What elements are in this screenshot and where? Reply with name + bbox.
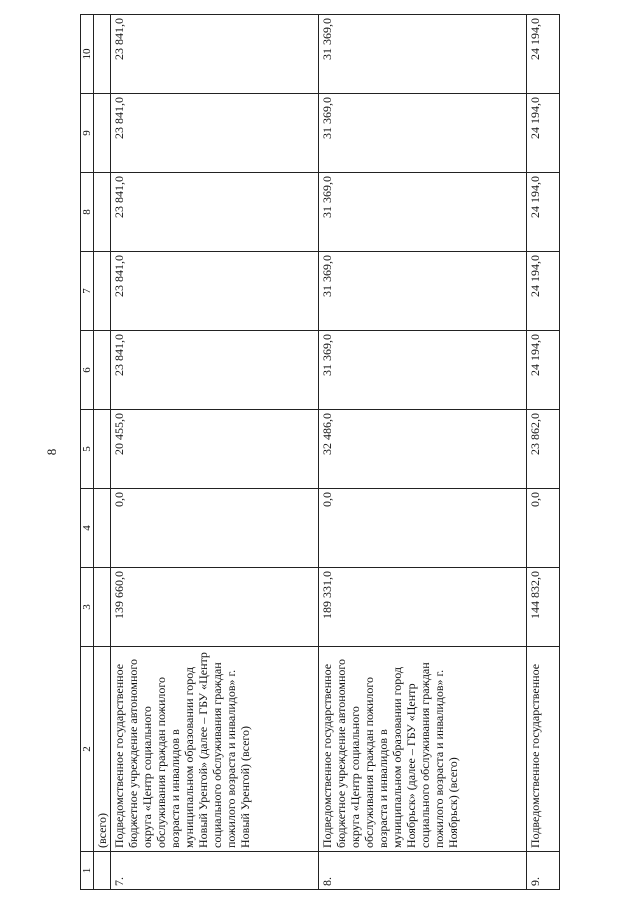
row-index: 7. (111, 852, 319, 890)
col-header-7: 7 (81, 252, 94, 331)
cell-col9: 24 194,0 (527, 94, 560, 173)
col-header-2: 2 (81, 647, 94, 852)
col-header-6: 6 (81, 331, 94, 410)
col-header-9: 9 (81, 94, 94, 173)
cell-col9 (94, 94, 111, 173)
cell-col10 (94, 15, 111, 94)
col-header-3: 3 (81, 568, 94, 647)
row-name: Подведомственное государственное бюджетное учреждение автономного округа «Центр социального обслуживания граждан пожилого возраста и инвалидов в муниципальном образовании город Ноябрьск» (далее – ГБУ «Центр социального обслуживания граждан пожилого возраста и инвалидов» г. Ноябрьск) (всего) (319, 647, 527, 852)
cell-col8: 24 194,0 (527, 173, 560, 252)
cell-col8 (94, 173, 111, 252)
cell-col10: 31 369,0 (319, 15, 527, 94)
table-row (94, 15, 111, 890)
table-row (527, 15, 560, 890)
cell-col10: 23 841,0 (111, 15, 319, 94)
cell-col5: 23 862,0 (527, 410, 560, 489)
col-header-10: 10 (81, 15, 94, 94)
cell-col5: 32 486,0 (319, 410, 527, 489)
cell-col4 (94, 489, 111, 568)
cell-col7 (94, 252, 111, 331)
row-index: 8. (319, 852, 527, 890)
cell-col9: 31 369,0 (319, 94, 527, 173)
col-header-8: 8 (81, 173, 94, 252)
cell-col6: 31 369,0 (319, 331, 527, 410)
cell-col9: 23 841,0 (111, 94, 319, 173)
cell-col7: 23 841,0 (111, 252, 319, 331)
cell-col5: 20 455,0 (111, 410, 319, 489)
cell-col3: 144 832,0 (527, 568, 560, 647)
cell-col3: 189 331,0 (319, 568, 527, 647)
row-name: Подведомственное государственное бюджетное учреждение автономного округа «Центр социального обслуживания граждан пожилого возраста и инвалидов в муниципальном образовании город Новый Уренгой» (далее – ГБУ «Центр социального обслуживания граждан пожилого возраста и инвалидов» г. Новый Уренгой) (всего) (111, 647, 319, 852)
cell-col7: 24 194,0 (527, 252, 560, 331)
row-name: Подведомственное государственное (527, 647, 560, 852)
cell-col5 (94, 410, 111, 489)
cell-col4: 0,0 (527, 489, 560, 568)
header-row (81, 15, 94, 890)
rotated-table-container (80, 14, 560, 890)
cell-col3 (94, 568, 111, 647)
cell-col6 (94, 331, 111, 410)
col-header-5: 5 (81, 410, 94, 489)
row-name: (всего) (94, 647, 111, 852)
cell-col3: 139 660,0 (111, 568, 319, 647)
table-row (319, 15, 527, 890)
row-index: 9. (527, 852, 560, 890)
cell-col8: 31 369,0 (319, 173, 527, 252)
table-row (111, 15, 319, 890)
col-header-1: 1 (81, 852, 94, 890)
row-index (94, 852, 111, 890)
budget-table (80, 14, 560, 890)
page-number: 8 (44, 448, 59, 456)
cell-col8: 23 841,0 (111, 173, 319, 252)
cell-col6: 24 194,0 (527, 331, 560, 410)
cell-col4: 0,0 (319, 489, 527, 568)
cell-col10: 24 194,0 (527, 15, 560, 94)
cell-col6: 23 841,0 (111, 331, 319, 410)
cell-col4: 0,0 (111, 489, 319, 568)
col-header-4: 4 (81, 489, 94, 568)
cell-col7: 31 369,0 (319, 252, 527, 331)
